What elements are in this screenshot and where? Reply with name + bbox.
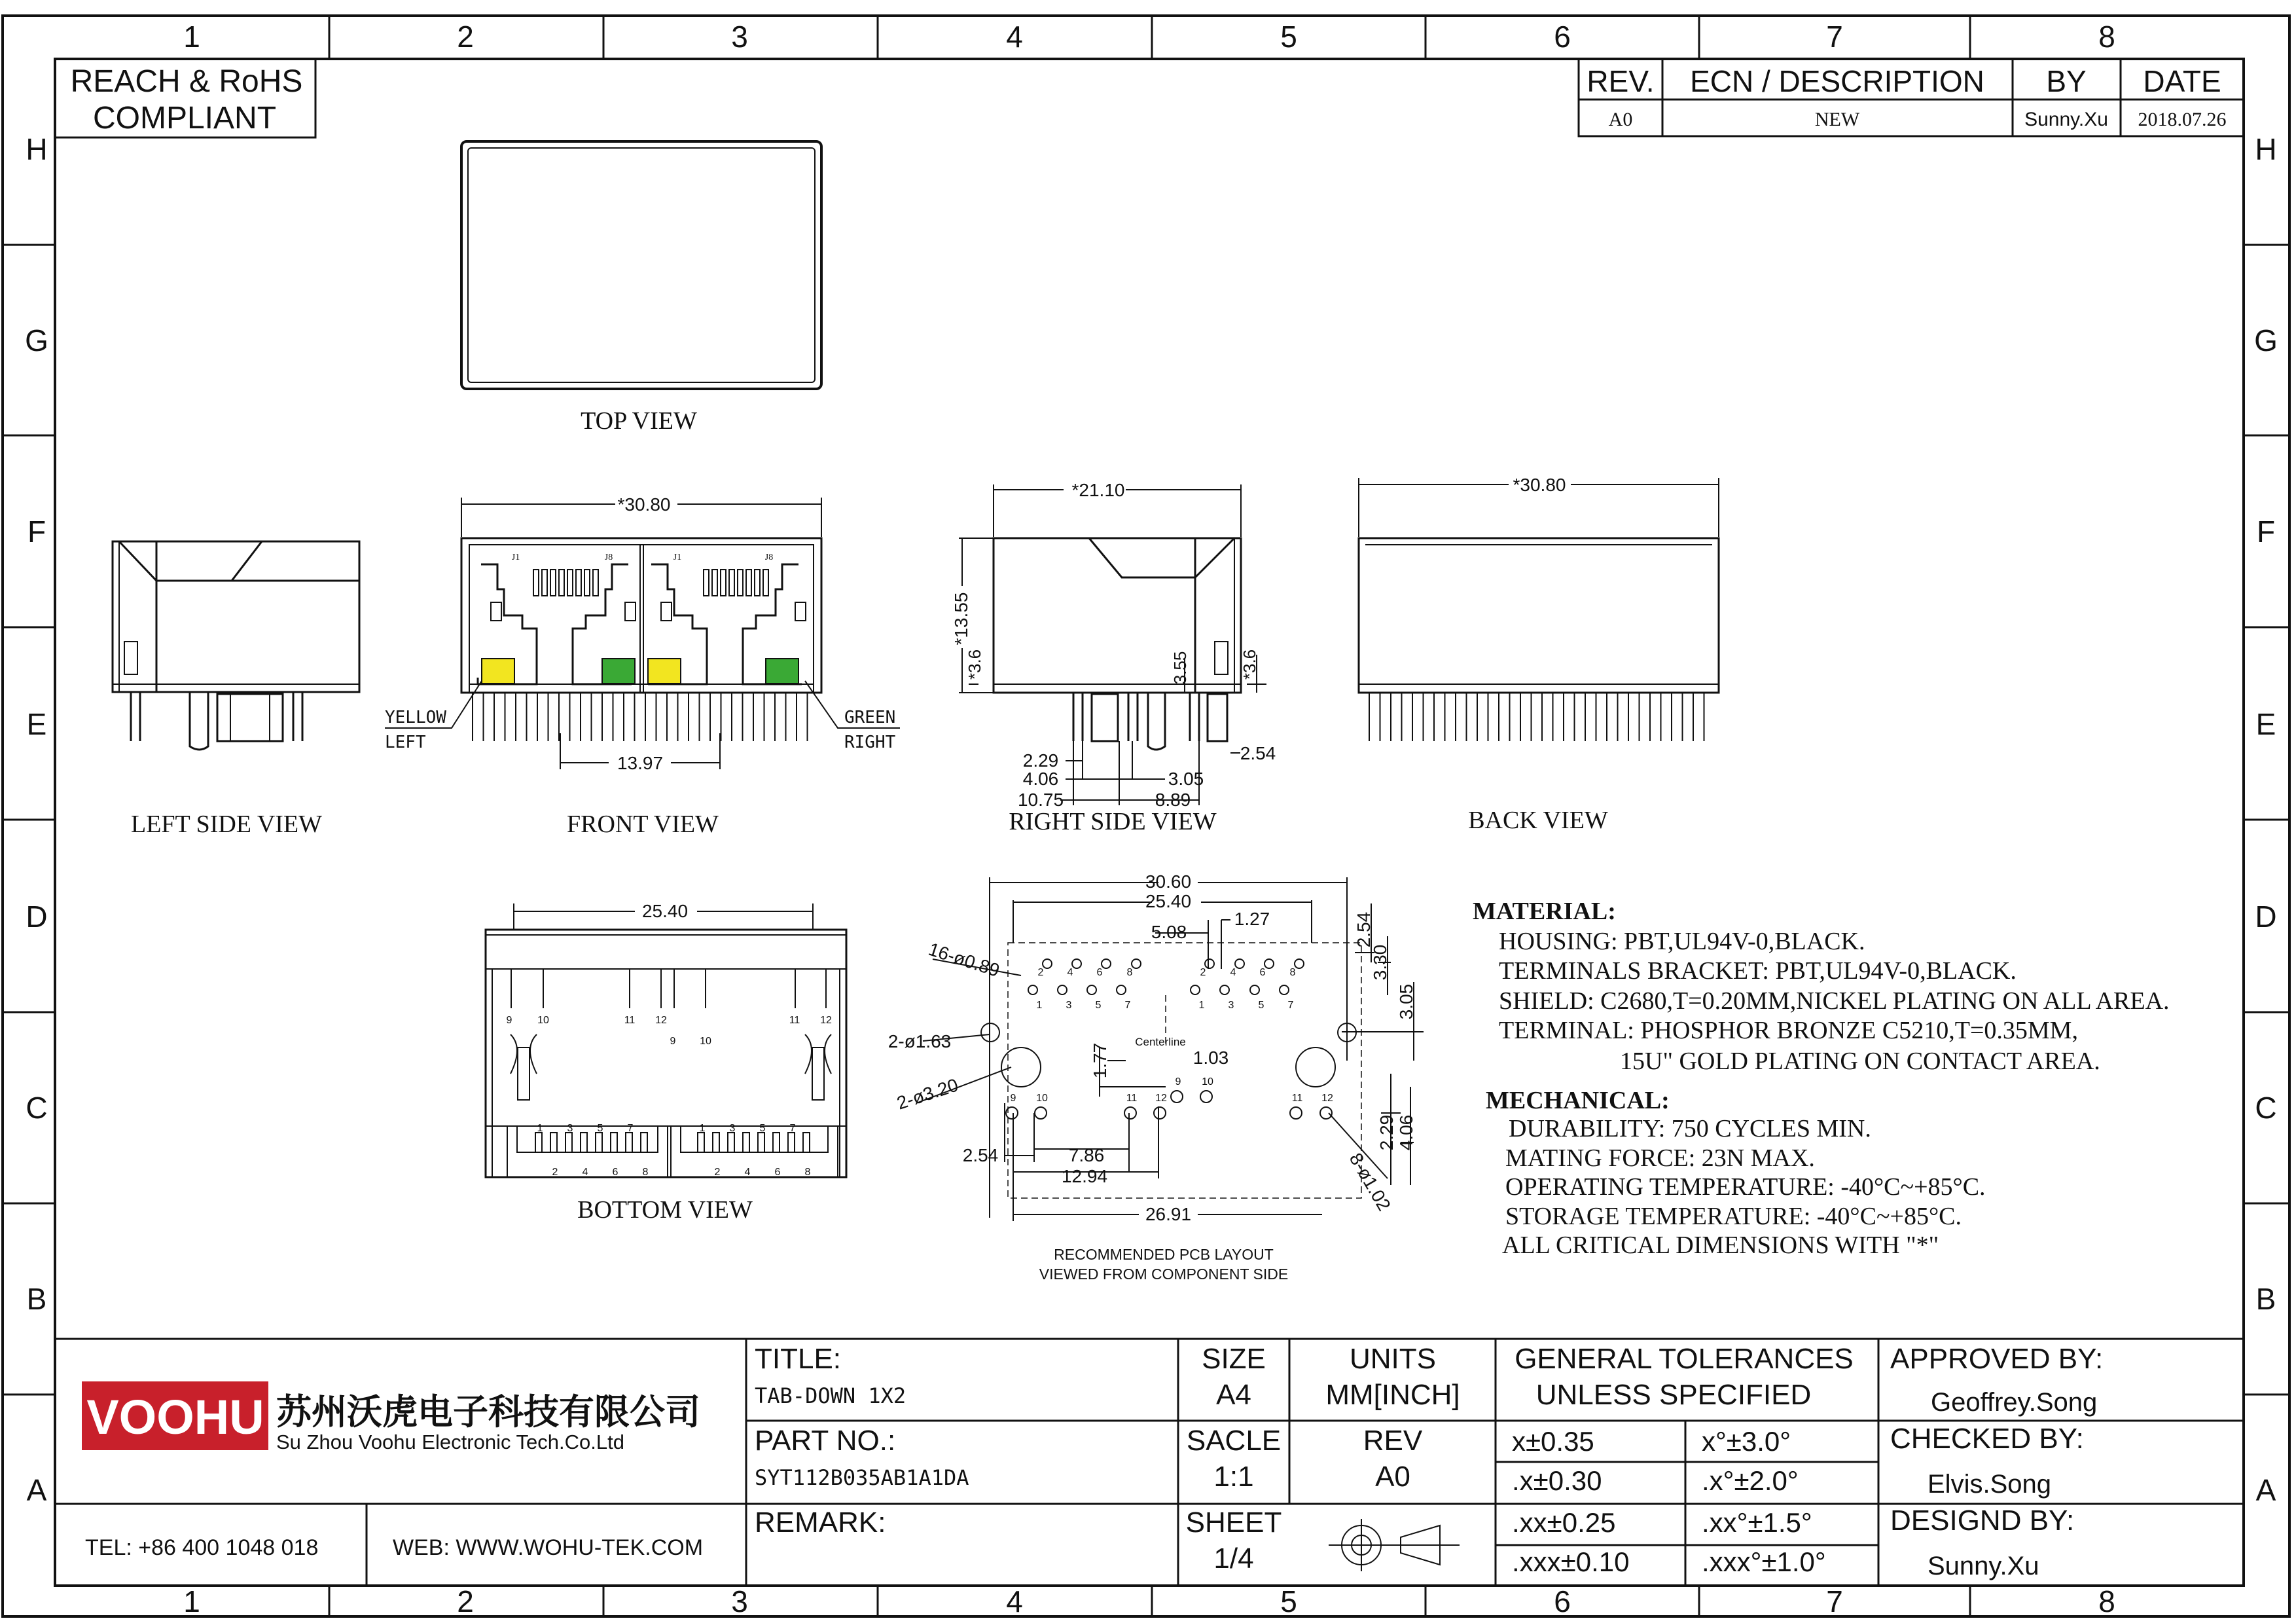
front-contact-pins <box>491 570 806 621</box>
row-label-right: D <box>2255 900 2277 934</box>
contact-pin <box>559 570 564 596</box>
pcb-hole-number: 8 <box>1126 967 1133 978</box>
bottom-pin-number-upper: 11 <box>624 1015 636 1026</box>
units-value: MM[INCH] <box>1325 1379 1460 1411</box>
bottom-contact <box>773 1133 780 1152</box>
bottom-pin-number-odd: 5 <box>759 1123 766 1134</box>
pcb-dim-786: 7.86 <box>1068 1145 1105 1165</box>
led-yellow-right-port <box>648 659 681 684</box>
front-view-label: FRONT VIEW <box>567 811 719 838</box>
contact-pin <box>550 570 556 596</box>
date-header: DATE <box>2143 64 2221 98</box>
column-label-top: 5 <box>1280 20 1297 54</box>
title-value: TAB-DOWN 1X2 <box>755 1383 906 1408</box>
rs-dim-1075: 10.75 <box>1017 790 1064 810</box>
bottom-pins <box>511 969 826 1152</box>
title-block <box>55 1339 2244 1586</box>
pcb-hole <box>1265 959 1274 968</box>
pcb-dim-254-top: 2.54 <box>1354 911 1374 948</box>
pcb-hole-number: 5 <box>1095 1000 1102 1011</box>
front-pin-labels <box>512 553 773 562</box>
row-label-right: A <box>2255 1473 2276 1507</box>
rs-dim-229: 2.29 <box>1022 750 1059 771</box>
ecn-header: ECN / DESCRIPTION <box>1690 64 1984 98</box>
left-side-view <box>113 541 359 838</box>
led-green-left-port <box>602 659 635 684</box>
pcb-hole-number: 12 <box>1155 1093 1167 1104</box>
pcb-hole <box>1290 1107 1302 1119</box>
row-label-right: G <box>2254 323 2278 357</box>
bottom-view <box>486 901 846 1224</box>
row-label-left: F <box>27 515 46 549</box>
led-left-side: LEFT <box>385 733 426 752</box>
checked-value: Elvis.Song <box>1928 1470 2051 1499</box>
left-side-view-label: LEFT SIDE VIEW <box>130 811 323 838</box>
pcb-hole-320 <box>1296 1048 1335 1087</box>
pcb-hole-number: 7 <box>1287 1000 1294 1011</box>
rev-label: REV <box>1363 1425 1423 1457</box>
column-label-bottom: 7 <box>1826 1584 1843 1618</box>
pcb-dim-305: 3.05 <box>1396 983 1416 1020</box>
contact-pin <box>738 570 743 596</box>
pcb-centerline-label: Centerline <box>1135 1036 1186 1048</box>
remark-label: REMARK: <box>755 1506 886 1539</box>
size-label: SIZE <box>1202 1343 1266 1375</box>
back-view <box>1359 475 1719 834</box>
pcb-dim-inner: 25.40 <box>1145 891 1192 911</box>
row-label-right: H <box>2255 132 2277 166</box>
bottom-pin-number-even: 8 <box>804 1167 811 1178</box>
bottom-contact <box>713 1133 719 1152</box>
designed-value: Sunny.Xu <box>1928 1552 2039 1580</box>
tolerance-linear: .x±0.30 <box>1512 1465 1602 1496</box>
bottom-pin-number-upper: 10 <box>537 1015 549 1026</box>
pin-label-j1-second: J1 <box>673 553 682 562</box>
units-label: UNITS <box>1350 1343 1436 1375</box>
top-view <box>461 141 821 435</box>
rev-value-title: A0 <box>1375 1461 1410 1493</box>
pcb-hole <box>1035 1107 1047 1119</box>
sheet-label: SHEET <box>1185 1506 1282 1539</box>
pcb-dim-2691: 26.91 <box>1145 1204 1192 1224</box>
pcb-hole <box>1058 985 1067 994</box>
pcb-holes-163: 2-ø1.63 <box>888 1031 952 1051</box>
rs-dim-889: 8.89 <box>1155 790 1191 810</box>
mechanical-critical-dims: ALL CRITICAL DIMENSIONS WITH "*" <box>1502 1231 1939 1259</box>
tolerance-table <box>1512 1426 1826 1577</box>
pcb-dim-177: 1.77 <box>1090 1042 1110 1079</box>
pcb-hole <box>1154 1107 1166 1119</box>
column-label-top: 1 <box>183 20 200 54</box>
pcb-hole-number: 6 <box>1259 967 1266 978</box>
approved-value: Geoffrey.Song <box>1931 1388 2098 1417</box>
part-label: PART NO.: <box>755 1425 896 1457</box>
pcb-hole <box>1124 1107 1136 1119</box>
bottom-contact <box>758 1133 764 1152</box>
scale-value: 1:1 <box>1213 1461 1254 1493</box>
back-width-dim: *30.80 <box>1513 475 1566 495</box>
column-label-bottom: 6 <box>1554 1584 1571 1618</box>
contact-pin <box>567 570 573 596</box>
column-label-top: 8 <box>2098 20 2115 54</box>
bottom-pin-number-upper: 9 <box>670 1036 676 1047</box>
contact-pin <box>746 570 751 596</box>
column-label-top: 2 <box>457 20 474 54</box>
right-width-dim: *21.10 <box>1071 480 1125 500</box>
pcb-hole <box>1087 985 1096 994</box>
bottom-contact <box>641 1133 647 1152</box>
pcb-hole-number: 12 <box>1321 1093 1333 1104</box>
part-value: SYT112B035AB1A1DA <box>755 1465 969 1490</box>
pcb-hole-number: 2 <box>1037 967 1044 978</box>
pcb-hole-number: 8 <box>1289 967 1296 978</box>
bottom-pin-number-even: 6 <box>612 1167 619 1178</box>
pcb-dim-330: 3.30 <box>1370 944 1390 981</box>
led-right-color: GREEN <box>844 708 896 727</box>
bottom-pin-number-upper: 12 <box>655 1015 667 1026</box>
compliance-box <box>55 59 315 137</box>
pcb-dim-406: 4.06 <box>1396 1114 1416 1151</box>
pcb-hole <box>1043 959 1052 968</box>
bottom-pin-number-odd: 3 <box>729 1123 736 1134</box>
tel: TEL: +86 400 1048 018 <box>85 1535 319 1560</box>
company-name-cn: 苏州沃虎电子科技有限公司 <box>276 1393 700 1432</box>
compliance-line1: REACH & RoHS <box>70 64 303 99</box>
scale-label: SACLE <box>1186 1425 1282 1457</box>
bottom-pin-number-even: 6 <box>774 1167 781 1178</box>
bottom-pin-number-odd: 1 <box>699 1123 706 1134</box>
pcb-hole-number: 9 <box>1010 1093 1016 1104</box>
row-label-left: E <box>26 707 47 741</box>
pcb-layout <box>888 871 1424 1283</box>
tolerance-title-1: GENERAL TOLERANCES <box>1515 1343 1854 1375</box>
rev-value: A0 <box>1608 109 1633 130</box>
row-label-left: A <box>26 1473 47 1507</box>
pcb-hole <box>1250 985 1259 994</box>
row-label-right: F <box>2256 515 2276 549</box>
bottom-pin-number-odd: 3 <box>567 1123 573 1134</box>
contact-pin <box>704 570 709 596</box>
pcb-dim-254-left: 2.54 <box>962 1145 999 1165</box>
column-labels-top <box>183 20 2115 54</box>
bottom-pin-number-even: 4 <box>744 1167 751 1178</box>
pcb-hole <box>1295 959 1304 968</box>
row-label-left: D <box>26 900 48 934</box>
mechanical-operating-temp: OPERATING TEMPERATURE: -40°C~+85°C. <box>1505 1173 1986 1201</box>
contact-pin <box>542 570 547 596</box>
material-title: MATERIAL: <box>1473 898 1616 925</box>
pcb-dim-127: 1.27 <box>1234 909 1270 929</box>
bottom-pin-number-even: 2 <box>552 1167 558 1178</box>
column-label-bottom: 5 <box>1280 1584 1297 1618</box>
bottom-pin-number-odd: 7 <box>627 1123 634 1134</box>
led-left-color: YELLOW <box>385 708 446 727</box>
pcb-hole <box>1102 959 1111 968</box>
revision-table <box>1579 59 2244 136</box>
bottom-pin-number-odd: 7 <box>789 1123 796 1134</box>
back-view-label: BACK VIEW <box>1468 807 1608 834</box>
front-view <box>385 494 900 838</box>
by-value: Sunny.Xu <box>2024 109 2108 130</box>
tolerance-angular: .xxx°±1.0° <box>1702 1546 1826 1577</box>
contact-pin <box>721 570 726 596</box>
bottom-contact <box>743 1133 749 1152</box>
bottom-pin-number-upper: 9 <box>506 1015 512 1026</box>
row-label-right: C <box>2255 1091 2277 1125</box>
bottom-contact <box>626 1133 632 1152</box>
pcb-dim-overall: 30.60 <box>1145 871 1192 892</box>
shield-tab <box>795 602 806 621</box>
right-side-view <box>951 480 1276 835</box>
material-shield: SHIELD: C2680,T=0.20MM,NICKEL PLATING ON ALL AREA. <box>1499 987 2170 1015</box>
pcb-hole-number: 3 <box>1066 1000 1072 1011</box>
pcb-dim-103: 1.03 <box>1193 1048 1229 1068</box>
column-label-bottom: 2 <box>457 1584 474 1618</box>
rs-dim-406: 4.06 <box>1022 769 1059 789</box>
bottom-contact <box>535 1133 542 1152</box>
shield-tab <box>491 602 501 621</box>
column-label-bottom: 1 <box>183 1584 200 1618</box>
pcb-hole-number: 1 <box>1198 1000 1205 1011</box>
bottom-pin-number-even: 8 <box>642 1167 649 1178</box>
pcb-holes-102: 8-ø1.02 <box>1345 1149 1395 1214</box>
pcb-caption-1: RECOMMENDED PCB LAYOUT <box>1054 1246 1274 1263</box>
bottom-pin-number-upper: 12 <box>820 1015 832 1026</box>
bottom-contact <box>803 1133 810 1152</box>
right-right-small-dim: *3.6 <box>1240 649 1259 680</box>
pcb-hole-number: 6 <box>1096 967 1103 978</box>
date-value: 2018.07.26 <box>2138 109 2227 130</box>
pcb-hole <box>1171 1091 1183 1103</box>
pcb-hole <box>1280 985 1289 994</box>
contact-pin <box>576 570 581 596</box>
pin-label-j1: J1 <box>511 553 520 562</box>
mechanical-title: MECHANICAL: <box>1486 1087 1670 1114</box>
pcb-hole-number: 5 <box>1258 1000 1265 1011</box>
front-pitch-dim: 13.97 <box>617 753 664 773</box>
designed-label: DESIGND BY: <box>1890 1504 2075 1537</box>
row-label-left: B <box>26 1282 47 1316</box>
column-label-bottom: 8 <box>2098 1584 2115 1618</box>
bottom-contact <box>565 1133 572 1152</box>
pcb-hole-number: 3 <box>1228 1000 1234 1011</box>
bottom-pin-number-odd: 1 <box>537 1123 543 1134</box>
bottom-contact <box>581 1133 587 1152</box>
tolerance-linear: .xxx±0.10 <box>1512 1546 1630 1577</box>
ecn-value: NEW <box>1814 109 1860 130</box>
bottom-contact <box>728 1133 734 1152</box>
column-label-top: 6 <box>1554 20 1571 54</box>
pcb-hole <box>1235 959 1244 968</box>
tolerance-angular: .x°±2.0° <box>1702 1465 1799 1496</box>
mechanical-storage-temp: STORAGE TEMPERATURE: -40°C~+85°C. <box>1505 1203 1962 1230</box>
pcb-hole-number: 1 <box>1036 1000 1043 1011</box>
size-value: A4 <box>1216 1379 1251 1411</box>
back-solder-legs <box>1369 693 1704 741</box>
bottom-contact <box>596 1133 602 1152</box>
approved-label: APPROVED BY: <box>1890 1343 2104 1375</box>
pcb-hole-number: 4 <box>1067 967 1073 978</box>
right-left-small-dim: *3.6 <box>965 649 984 680</box>
shield-tab <box>661 602 672 621</box>
sheet-value: 1/4 <box>1213 1542 1254 1575</box>
column-labels-bottom <box>183 1584 2115 1618</box>
pcb-hole-number: 2 <box>1200 967 1206 978</box>
bottom-contact <box>788 1133 795 1152</box>
bottom-contact <box>550 1133 557 1152</box>
led-yellow-left-port <box>482 659 514 684</box>
row-label-right: B <box>2255 1282 2276 1316</box>
contact-pin <box>712 570 717 596</box>
pcb-hole <box>1072 959 1081 968</box>
row-label-left: C <box>26 1091 48 1125</box>
pcb-hole <box>1200 1091 1212 1103</box>
row-label-right: E <box>2255 707 2276 741</box>
pcb-hole <box>1191 985 1200 994</box>
tolerance-linear: .xx±0.25 <box>1512 1507 1616 1538</box>
pcb-hole <box>1205 959 1214 968</box>
rs-dim-254: 2.54 <box>1240 743 1276 763</box>
notes <box>1473 898 2170 1259</box>
front-solder-legs <box>473 693 808 741</box>
contact-pin <box>729 570 734 596</box>
bottom-pin-number-upper: 11 <box>789 1015 800 1026</box>
pcb-hole <box>1117 985 1126 994</box>
pcb-hole <box>1220 985 1229 994</box>
pcb-hole-320 <box>1001 1048 1041 1087</box>
led-right-side: RIGHT <box>844 733 896 752</box>
tolerance-linear: x±0.35 <box>1512 1426 1594 1457</box>
material-housing: HOUSING: PBT,UL94V-0,BLACK. <box>1499 928 1865 955</box>
pcb-hole <box>1028 985 1037 994</box>
material-terminal: TERMINAL: PHOSPHOR BRONZE C5210,T=0.35MM, <box>1499 1017 2078 1044</box>
contact-pin <box>533 570 539 596</box>
tolerance-angular: .xx°±1.5° <box>1702 1507 1812 1538</box>
contact-pin <box>755 570 760 596</box>
column-label-bottom: 3 <box>731 1584 748 1618</box>
pcb-hole <box>1320 1107 1332 1119</box>
rev-header: REV. <box>1587 64 1655 98</box>
logo-text: VOOHU <box>86 1390 264 1444</box>
led-green-right-port <box>766 659 798 684</box>
by-header: BY <box>2046 64 2087 98</box>
pcb-hole-number: 10 <box>1036 1093 1048 1104</box>
mechanical-durability: DURABILITY: 750 CYCLES MIN. <box>1509 1115 1871 1142</box>
pcb-holes-320: 2-ø3.20 <box>894 1074 961 1114</box>
checked-label: CHECKED BY: <box>1890 1423 2084 1455</box>
pcb-hole-number: 11 <box>1291 1093 1303 1104</box>
row-label-left: H <box>26 132 48 166</box>
contact-pin <box>593 570 598 596</box>
column-label-top: 7 <box>1826 20 1843 54</box>
bottom-pin-number-odd: 5 <box>597 1123 603 1134</box>
pin-label-j8-second: J8 <box>764 553 774 562</box>
right-mid-dim: 3.55 <box>1170 651 1190 685</box>
material-plating: 15U" GOLD PLATING ON CONTACT AREA. <box>1620 1048 2100 1075</box>
front-width-dim: *30.80 <box>617 494 671 515</box>
tolerance-angular: x°±3.0° <box>1702 1426 1791 1457</box>
title-label: TITLE: <box>755 1343 842 1375</box>
contact-pin <box>584 570 590 596</box>
pcb-dim-229: 2.29 <box>1376 1114 1397 1151</box>
pcb-hole-number: 9 <box>1175 1076 1181 1087</box>
pcb-dim-508: 5.08 <box>1151 922 1187 942</box>
bottom-pin-labels <box>507 1015 832 1178</box>
bottom-view-label: BOTTOM VIEW <box>577 1196 753 1224</box>
mechanical-mating-force: MATING FORCE: 23N MAX. <box>1505 1144 1815 1172</box>
tolerance-title-2: UNLESS SPECIFIED <box>1535 1379 1812 1411</box>
web: WEB: WWW.WOHU-TEK.COM <box>393 1535 704 1560</box>
column-label-top: 3 <box>731 20 748 54</box>
pcb-hole-number: 11 <box>1126 1093 1138 1104</box>
column-label-top: 4 <box>1006 20 1023 54</box>
shield-tab <box>625 602 636 621</box>
bottom-contact <box>611 1133 617 1152</box>
right-side-view-label: RIGHT SIDE VIEW <box>1009 808 1217 835</box>
pcb-hole-number: 10 <box>1202 1076 1213 1087</box>
pin-label-j8: J8 <box>604 553 613 562</box>
pcb-hole-number: 4 <box>1230 967 1236 978</box>
pcb-hole <box>1132 959 1141 968</box>
company-name-en: Su Zhou Voohu Electronic Tech.Co.Ltd <box>276 1431 624 1453</box>
bottom-width-dim: 25.40 <box>641 901 689 921</box>
contact-pin <box>763 570 768 596</box>
pcb-holes-089: 16-ø0.89 <box>925 938 1003 981</box>
compliance-line2: COMPLIANT <box>92 101 277 136</box>
pcb-caption-2: VIEWED FROM COMPONENT SIDE <box>1039 1266 1289 1283</box>
third-angle-projection-icon <box>1329 1519 1460 1571</box>
bottom-pin-number-upper: 10 <box>700 1036 711 1047</box>
row-label-left: G <box>25 323 48 357</box>
bottom-contact <box>698 1133 704 1152</box>
rs-dim-305: 3.05 <box>1168 769 1204 789</box>
material-bracket: TERMINALS BRACKET: PBT,UL94V-0,BLACK. <box>1499 957 2017 985</box>
pcb-dim-1294: 12.94 <box>1061 1166 1108 1186</box>
column-label-bottom: 4 <box>1006 1584 1023 1618</box>
pcb-hole-number: 7 <box>1124 1000 1131 1011</box>
bottom-pin-number-even: 4 <box>582 1167 588 1178</box>
right-height-dim: *13.55 <box>951 592 971 646</box>
bottom-pin-number-even: 2 <box>714 1167 721 1178</box>
top-view-label: TOP VIEW <box>581 407 697 435</box>
